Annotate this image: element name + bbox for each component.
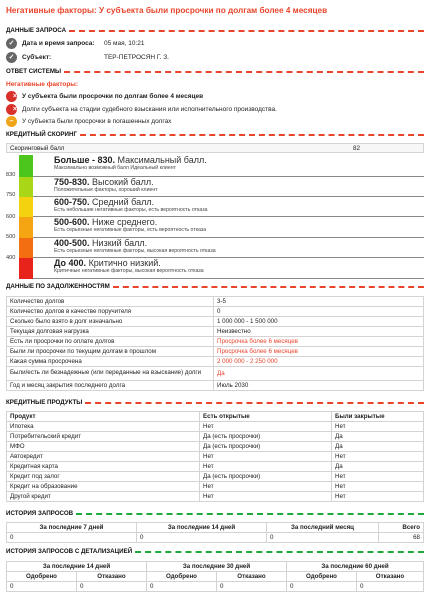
history-table bbox=[6, 522, 424, 543]
table-row: Были/есть ли безнадежные (или переданные на взыскание) долги Да bbox=[7, 367, 424, 381]
section-scoring: КРЕДИТНЫЙ СКОРИНГ bbox=[6, 131, 424, 138]
table-row: Текущая долговая нагрузка Неизвестно bbox=[7, 327, 424, 337]
table-row: Есть ли просрочки по оплате долгов Просрочка более 6 месяцев bbox=[7, 337, 424, 347]
warning-icon: – bbox=[6, 116, 17, 127]
page-title: Негативные факторы: У субъекта были просрочки по долгам более 4 месяцев bbox=[6, 6, 328, 15]
table-row: Количество долгов 3-5 bbox=[7, 297, 424, 307]
table-row: Сколько было взято в долг изначально 1 000 000 - 1 500 000 bbox=[7, 317, 424, 327]
request-row-subject: ✓ Субъект: ТЕР-ПЕТРОСЯН Г. З. bbox=[6, 52, 169, 63]
score-band-amber bbox=[19, 217, 33, 238]
table-row: Автокредит Нет Нет bbox=[7, 452, 424, 462]
score-band-row: 500-600. Ниже среднего. Есть серьезные негативные факторы, есть вероятность отказа bbox=[33, 217, 424, 238]
debts-table bbox=[6, 296, 424, 391]
scale-tick: 750 bbox=[6, 192, 16, 198]
table-subheader: Одобрено Отказано Одобрено Отказано Одобрено Отказано bbox=[7, 572, 424, 582]
section-products: КРЕДИТНЫЕ ПРОДУКТЫ bbox=[6, 399, 424, 406]
table-header: За последние 7 дней За последние 14 дней За последний месяц Всего bbox=[7, 523, 424, 533]
score-band-red bbox=[19, 258, 33, 279]
check-circle-icon: ✓ bbox=[6, 52, 17, 63]
score-band-yellow bbox=[19, 197, 33, 217]
table-row: 0 0 0 68 bbox=[7, 533, 424, 543]
factor-item: × У субъекта были просрочки по долгам более 4 месяцев bbox=[6, 91, 203, 102]
section-history-detail: ИСТОРИЯ ЗАПРОСОВ С ДЕТАЛИЗАЦИЕЙ bbox=[6, 548, 424, 555]
score-band-row: 750-830. Высокий балл. Положительные факторы, хороший клиент bbox=[33, 177, 424, 197]
score-band-row: Больше - 830. Максимальный балл. Максимально возможный балл Идеальный клиент bbox=[33, 155, 424, 177]
table-row: Другой кредит Нет Нет bbox=[7, 492, 424, 502]
score-bar bbox=[6, 143, 424, 153]
score-band-row: До 400. Критично низкий. Критичные негативные факторы, высокая вероятность отказа bbox=[33, 258, 424, 279]
negative-factors-label: Негативные факторы: bbox=[6, 81, 79, 88]
table-row: Потребительский кредит Да (есть просрочки) Да bbox=[7, 432, 424, 442]
factor-item: × Долги субъекта на стадии судебного взыскания или исполнительного производства. bbox=[6, 104, 277, 115]
history-detail-table bbox=[6, 561, 424, 592]
products-table bbox=[6, 411, 424, 502]
error-icon: × bbox=[6, 104, 17, 115]
section-debts: ДАННЫЕ ПО ЗАДОЛЖЕННОСТЯМ bbox=[6, 283, 424, 290]
table-row: МФО Да (есть просрочки) Да bbox=[7, 442, 424, 452]
table-row: Ипотека Нет Нет bbox=[7, 422, 424, 432]
table-row: Количество долгов в качестве поручителя 0 bbox=[7, 307, 424, 317]
score-value: 82 bbox=[353, 145, 361, 152]
score-band-orange bbox=[19, 238, 33, 258]
request-row-date: ✓ Дата и время запроса: 05 мая, 10:21 bbox=[6, 38, 145, 49]
check-circle-icon: ✓ bbox=[6, 38, 17, 49]
factor-item: – У субъекта были просрочки в погашенных долгах bbox=[6, 116, 171, 127]
table-row: Были ли просрочки по текущим долгам в прошлом Просрочка более 6 месяцев bbox=[7, 347, 424, 357]
score-band-green bbox=[19, 155, 33, 177]
section-history: ИСТОРИЯ ЗАПРОСОВ bbox=[6, 510, 424, 517]
section-request: ДАННЫЕ ЗАПРОСА bbox=[6, 27, 424, 34]
table-row: Кредитная карта Нет Да bbox=[7, 462, 424, 472]
table-header: За последние 14 дней За последние 30 дней За последние 60 дней bbox=[7, 562, 424, 572]
score-band-row: 600-750. Средний балл. Есть небольшие негативные факторы, есть вероятность отказа bbox=[33, 197, 424, 217]
scale-tick: 400 bbox=[6, 255, 16, 261]
score-band-lightgreen bbox=[19, 177, 33, 197]
table-row: Кредит под залог Да (есть просрочки) Нет bbox=[7, 472, 424, 482]
error-icon: × bbox=[6, 91, 17, 102]
table-row: 0 0 0 0 0 0 bbox=[7, 582, 424, 592]
scale-tick: 500 bbox=[6, 234, 16, 240]
table-row: Какая сумма просрочена 2 000 000 - 2 250 000 bbox=[7, 357, 424, 367]
score-label: Скоринговый балл bbox=[10, 145, 65, 152]
scale-tick: 830 bbox=[6, 172, 16, 178]
score-band-row: 400-500. Низкий балл. Есть серьезные негативные факторы, высокая вероятность отказа bbox=[33, 238, 424, 258]
scale-tick: 600 bbox=[6, 214, 16, 220]
table-header: Продукт Есть открытые Были закрытые bbox=[7, 412, 424, 422]
section-answer: ОТВЕТ СИСТЕМЫ bbox=[6, 68, 424, 75]
table-row: Год и месяц закрытия последнего долга Июль 2030 bbox=[7, 381, 424, 391]
table-row: Кредит на образование Нет Нет bbox=[7, 482, 424, 492]
